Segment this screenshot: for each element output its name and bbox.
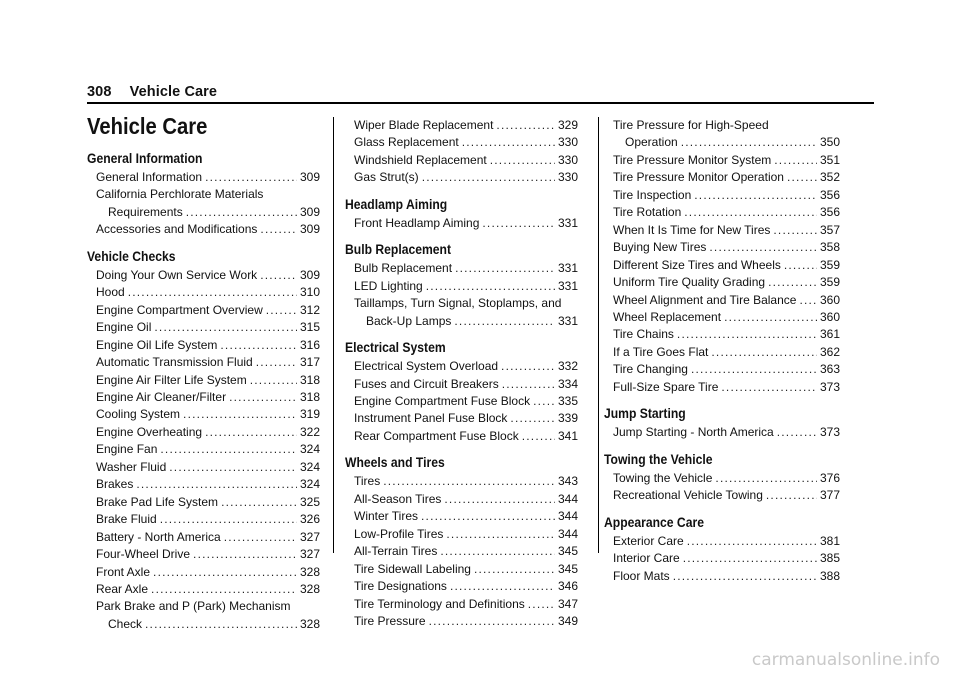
- dot-leader: [224, 529, 297, 546]
- dot-leader: [221, 494, 297, 511]
- toc-entry-title: Engine Air Cleaner/Filter: [96, 389, 227, 404]
- toc-entry[interactable]: [87, 267, 320, 284]
- dot-leader: [462, 134, 555, 151]
- toc-page-number: 344: [557, 491, 578, 506]
- dot-leader: [528, 596, 555, 613]
- toc-page-number: 388: [819, 568, 840, 583]
- dot-leader: [490, 152, 555, 169]
- toc-entry[interactable]: [87, 476, 320, 493]
- toc-page-number: 319: [299, 407, 320, 422]
- toc-entry-title: Tire Sidewall Labeling: [354, 561, 471, 576]
- toc-entry[interactable]: [345, 410, 578, 427]
- dot-leader: [421, 508, 555, 525]
- toc-page-number: 344: [557, 526, 578, 541]
- toc-page-number: 363: [819, 362, 840, 377]
- toc-page-number: 373: [819, 425, 840, 440]
- toc-entry[interactable]: [87, 546, 320, 563]
- toc-page-number: 318: [299, 389, 320, 404]
- dot-leader: [145, 616, 297, 633]
- toc-page-number: 349: [557, 613, 578, 628]
- toc-page-number: 331: [557, 215, 578, 230]
- toc-page-number: 377: [819, 488, 840, 503]
- toc-page-number: 356: [819, 187, 840, 202]
- toc-entry[interactable]: [604, 361, 840, 378]
- toc-entry[interactable]: [604, 379, 840, 396]
- toc-entry[interactable]: [87, 169, 320, 186]
- dot-leader: [474, 561, 555, 578]
- toc-entry[interactable]: [345, 358, 578, 375]
- toc-page-number: 324: [299, 477, 320, 492]
- toc-entry[interactable]: [87, 302, 320, 319]
- toc-entry-title: Gas Strut(s): [354, 170, 419, 185]
- toc-entry-title-cont: Check: [108, 616, 143, 631]
- section-heading: Jump Starting: [604, 406, 686, 422]
- toc-page-number: 309: [299, 170, 320, 184]
- section-heading: Bulb Replacement: [345, 242, 452, 258]
- toc-page-number: 343: [557, 474, 578, 489]
- toc-entry[interactable]: [345, 278, 578, 295]
- toc-page-number: 329: [557, 118, 578, 132]
- dot-leader: [450, 578, 555, 595]
- toc-entry-title: Engine Air Filter Life System: [96, 372, 247, 387]
- toc-entry-title: Jump Starting - North America: [613, 425, 774, 440]
- dot-leader: [266, 302, 297, 319]
- dot-leader: [205, 424, 297, 441]
- toc-entry[interactable]: [604, 204, 840, 221]
- toc-entry-title: Hood: [96, 285, 125, 300]
- toc-entry-line: [96, 204, 320, 221]
- toc-entry[interactable]: [604, 169, 840, 186]
- dot-leader: [440, 543, 555, 560]
- toc-page-number: 326: [299, 512, 320, 527]
- toc-page-number: 332: [557, 359, 578, 374]
- toc-entry-title: Engine Oil: [96, 320, 152, 335]
- toc-page-number: 345: [557, 561, 578, 576]
- toc-entry-title: Tire Pressure: [354, 613, 426, 628]
- toc-page-number: 334: [557, 376, 578, 391]
- toc-entry-title: Towing the Vehicle: [613, 470, 713, 485]
- toc-page-number: 385: [819, 551, 840, 566]
- toc-entry[interactable]: [604, 257, 840, 274]
- toc-entry-title: Tire Chains: [613, 327, 674, 342]
- toc-entry-title: Engine Oil Life System: [96, 337, 218, 352]
- toc-page-number: 324: [299, 442, 320, 457]
- dot-leader: [777, 424, 817, 441]
- toc-entry-title: Low-Profile Tires: [354, 526, 444, 541]
- toc-entry-title: Engine Compartment Fuse Block: [354, 393, 531, 408]
- toc-entry[interactable]: [345, 215, 578, 232]
- toc-page-number: 331: [557, 278, 578, 293]
- toc-entry-title: Glass Replacement: [354, 135, 459, 150]
- column-divider: [333, 117, 334, 553]
- toc-entry[interactable]: [604, 274, 840, 291]
- toc-page-number: 361: [819, 327, 840, 342]
- toc-entry-title: Tire Pressure Monitor Operation: [613, 170, 784, 185]
- toc-page-number: 322: [299, 424, 320, 439]
- toc-entry-title: Tires: [354, 474, 381, 489]
- toc-entry-title: Tire Terminology and Definitions: [354, 596, 525, 611]
- toc-entry-title: Windshield Replacement: [354, 152, 487, 167]
- toc-entry[interactable]: [604, 568, 840, 585]
- toc-entry[interactable]: [604, 344, 840, 361]
- toc-entry-title: General Information: [96, 170, 203, 184]
- toc-page-number: 381: [819, 533, 840, 548]
- toc-page-number: 362: [819, 344, 840, 359]
- toc-entry-title: Recreational Vehicle Towing: [613, 488, 763, 503]
- toc-page-number: 356: [819, 205, 840, 220]
- dot-leader: [446, 526, 555, 543]
- toc-entry[interactable]: [604, 326, 840, 343]
- toc-entry-title: All-Terrain Tires: [354, 544, 438, 559]
- toc-entry[interactable]: [87, 511, 320, 528]
- dot-leader: [160, 511, 297, 528]
- toc-entry-title: All-Season Tires: [354, 491, 442, 506]
- toc-entry[interactable]: [345, 134, 578, 151]
- chapter-title: Vehicle Care: [87, 113, 208, 139]
- toc-entry[interactable]: [345, 561, 578, 578]
- toc-entry[interactable]: [345, 578, 578, 595]
- toc-entry[interactable]: [345, 473, 578, 490]
- toc-entry-title: Tire Rotation: [613, 205, 682, 220]
- dot-leader: [169, 459, 297, 476]
- toc-column-1: [87, 112, 320, 633]
- toc-entry[interactable]: [87, 284, 320, 301]
- toc-entry-title: Rear Axle: [96, 581, 149, 596]
- toc-entry[interactable]: [87, 406, 320, 423]
- toc-page-number: 310: [299, 285, 320, 300]
- dot-leader: [496, 117, 555, 134]
- toc-entry[interactable]: [345, 376, 578, 393]
- toc-entry-title-cont: Operation: [625, 135, 678, 150]
- running-title: Vehicle Care: [129, 84, 218, 100]
- toc-entry-title: Automatic Transmission Fluid: [96, 355, 253, 370]
- toc-entry[interactable]: [87, 372, 320, 389]
- dot-leader: [128, 284, 297, 301]
- toc-entry-title: Interior Care: [613, 551, 680, 566]
- toc-entry[interactable]: [345, 596, 578, 613]
- dot-leader: [153, 564, 297, 581]
- toc-entry-title: Wheel Alignment and Tire Balance: [613, 292, 797, 307]
- dot-leader: [193, 546, 297, 563]
- dot-leader: [455, 260, 555, 277]
- toc-entry[interactable]: [345, 543, 578, 560]
- toc-page-number: 312: [299, 302, 320, 317]
- section-heading: Vehicle Checks: [87, 248, 176, 264]
- toc-page-number: 324: [299, 459, 320, 474]
- page-number: 308: [87, 84, 112, 100]
- dot-leader: [709, 239, 817, 256]
- toc-entry-line: [96, 616, 320, 633]
- toc-page-number: 373: [819, 379, 840, 394]
- toc-entry[interactable]: [87, 564, 320, 581]
- toc-page-number: 359: [819, 275, 840, 290]
- toc-entry-title: Exterior Care: [613, 533, 684, 548]
- dot-leader: [383, 473, 555, 490]
- dot-leader: [154, 319, 297, 336]
- toc-page-number: 357: [819, 222, 840, 237]
- toc-entry-title: Four-Wheel Drive: [96, 547, 191, 562]
- toc-entry-title: Buying New Tires: [613, 240, 707, 255]
- toc-entry[interactable]: [604, 424, 840, 441]
- dot-leader: [773, 222, 817, 239]
- dot-leader: [220, 337, 297, 354]
- toc-entry[interactable]: [604, 292, 840, 309]
- dot-leader: [522, 428, 555, 445]
- section-heading: Headlamp Aiming: [345, 196, 448, 212]
- toc-entry-title: Front Headlamp Aiming: [354, 215, 480, 230]
- toc-entry[interactable]: [345, 428, 578, 445]
- toc-entry-title: Engine Fan: [96, 442, 158, 457]
- toc-page-number: 344: [557, 509, 578, 524]
- toc-entry-title: Accessories and Modifications: [96, 222, 258, 237]
- toc-entry[interactable]: [87, 441, 320, 458]
- toc-entry-title: Different Size Tires and Wheels: [613, 257, 781, 272]
- toc-entry-title: Brakes: [96, 477, 134, 492]
- toc-page-number: 330: [557, 152, 578, 167]
- toc-page-number: 351: [819, 152, 840, 167]
- toc-entry[interactable]: [87, 598, 320, 633]
- toc-entry-title: Tire Changing: [613, 362, 688, 377]
- toc-entry[interactable]: [87, 337, 320, 354]
- toc-page-number: 315: [299, 320, 320, 335]
- toc-entry-title-cont: Requirements: [108, 204, 183, 219]
- toc-entry-line: [613, 134, 840, 151]
- dot-leader: [677, 326, 817, 343]
- toc-entry[interactable]: [87, 494, 320, 511]
- toc-page-number: 327: [299, 547, 320, 562]
- toc-entry[interactable]: [87, 459, 320, 476]
- dot-leader: [482, 215, 555, 232]
- toc-entry-title: Taillamps, Turn Signal, Stoplamps, and: [354, 296, 562, 311]
- toc-entry[interactable]: [87, 354, 320, 371]
- section-heading: General Information: [87, 151, 203, 166]
- toc-entry-title: When It Is Time for New Tires: [613, 222, 771, 237]
- toc-entry-title: Front Axle: [96, 564, 151, 579]
- toc-page-number: 330: [557, 135, 578, 150]
- dot-leader: [256, 354, 297, 371]
- toc-entry-title: Doing Your Own Service Work: [96, 267, 258, 282]
- toc-page-number: 331: [557, 261, 578, 276]
- dot-leader: [510, 410, 555, 427]
- dot-leader: [691, 361, 817, 378]
- dot-leader: [250, 372, 297, 389]
- toc-entry-title: Tire Pressure Monitor System: [613, 152, 772, 167]
- toc-page-number: 327: [299, 529, 320, 544]
- toc-page-number: 328: [299, 564, 320, 579]
- dot-leader: [444, 491, 555, 508]
- toc-entry-title: Bulb Replacement: [354, 261, 453, 276]
- section-heading: Electrical System: [345, 340, 446, 356]
- toc-page-number: 347: [557, 596, 578, 611]
- toc-page-number: 309: [299, 204, 320, 219]
- toc-entry-title: Wheel Replacement: [613, 309, 722, 324]
- toc-entry[interactable]: [604, 550, 840, 567]
- toc-entry[interactable]: [604, 222, 840, 239]
- toc-entry-title: Electrical System Overload: [354, 359, 499, 374]
- toc-page-number: 316: [299, 337, 320, 352]
- dot-leader: [673, 568, 817, 585]
- toc-page-number: 358: [819, 240, 840, 255]
- dot-leader: [136, 476, 297, 493]
- toc-entry[interactable]: [87, 424, 320, 441]
- section-heading: Wheels and Tires: [345, 455, 445, 471]
- toc-page-number: 331: [557, 313, 578, 328]
- toc-entry[interactable]: [604, 239, 840, 256]
- toc-column-3: [604, 117, 840, 585]
- toc-entry-title: Wiper Blade Replacement: [354, 118, 494, 132]
- dot-leader: [683, 550, 817, 567]
- toc-entry[interactable]: [87, 221, 320, 238]
- toc-entry[interactable]: [345, 117, 578, 134]
- toc-entry[interactable]: [87, 389, 320, 406]
- toc-entry[interactable]: [345, 152, 578, 169]
- toc-entry[interactable]: [87, 581, 320, 598]
- toc-entry[interactable]: [604, 309, 840, 326]
- toc-page-number: 325: [299, 494, 320, 509]
- dot-leader: [721, 379, 817, 396]
- toc-entry[interactable]: [345, 491, 578, 508]
- toc-entry-title-cont: Back-Up Lamps: [366, 313, 452, 328]
- toc-entry[interactable]: [345, 526, 578, 543]
- toc-page-number: 346: [557, 579, 578, 594]
- dot-leader: [205, 169, 297, 186]
- toc-entry-title: Fuses and Circuit Breakers: [354, 376, 499, 391]
- toc-entry-title: If a Tire Goes Flat: [613, 344, 709, 359]
- toc-entry[interactable]: [604, 487, 840, 504]
- dot-leader: [183, 406, 297, 423]
- toc-entry[interactable]: [345, 393, 578, 410]
- dot-leader: [687, 533, 817, 550]
- toc-entry[interactable]: [87, 529, 320, 546]
- toc-entry-title: Uniform Tire Quality Grading: [613, 275, 766, 290]
- toc-page-number: 318: [299, 372, 320, 387]
- dot-leader: [186, 204, 297, 221]
- toc-entry-title: Engine Compartment Overview: [96, 302, 263, 317]
- header-rule: [87, 102, 874, 104]
- dot-leader: [774, 152, 817, 169]
- toc-page-number: 341: [557, 428, 578, 443]
- dot-leader: [260, 221, 297, 238]
- toc-entry-title: Engine Overheating: [96, 424, 203, 439]
- toc-entry-title: Washer Fluid: [96, 459, 167, 474]
- dot-leader: [694, 187, 817, 204]
- toc-entry-title: Tire Inspection: [613, 187, 692, 202]
- dot-leader: [160, 441, 297, 458]
- dot-leader: [715, 470, 817, 487]
- toc-entry-title: Floor Mats: [613, 568, 670, 583]
- toc-entry[interactable]: [604, 533, 840, 550]
- toc-entry-title: Tire Pressure for High-Speed: [613, 118, 769, 132]
- toc-entry[interactable]: [345, 169, 578, 186]
- toc-entry[interactable]: [604, 152, 840, 169]
- section-heading: Appearance Care: [604, 514, 704, 530]
- toc-entry[interactable]: [345, 508, 578, 525]
- toc-page-number: 309: [299, 222, 320, 237]
- toc-entry-title: Brake Fluid: [96, 512, 157, 527]
- dot-leader: [681, 134, 817, 151]
- dot-leader: [502, 376, 555, 393]
- toc-entry[interactable]: [604, 187, 840, 204]
- toc-page-number: 345: [557, 544, 578, 559]
- dot-leader: [766, 487, 817, 504]
- toc-column-2: [345, 117, 578, 630]
- toc-entry-title: Tire Designations: [354, 579, 447, 594]
- toc-entry-title: Full-Size Spare Tire: [613, 379, 719, 394]
- toc-page-number: 360: [819, 309, 840, 324]
- toc-page-number: 359: [819, 257, 840, 272]
- toc-page-number: 376: [819, 470, 840, 485]
- dot-leader: [684, 204, 817, 221]
- toc-entry[interactable]: [345, 295, 578, 330]
- toc-entry-title: Rear Compartment Fuse Block: [354, 428, 519, 443]
- toc-page-number: 317: [299, 355, 320, 370]
- dot-leader: [768, 274, 817, 291]
- toc-page-number: 350: [819, 135, 840, 150]
- toc-entry[interactable]: [604, 117, 840, 152]
- toc-page-number: 339: [557, 411, 578, 426]
- section-heading: Towing the Vehicle: [604, 451, 713, 467]
- running-header: [87, 84, 217, 100]
- dot-leader: [711, 344, 817, 361]
- dot-leader: [787, 169, 817, 186]
- toc-page-number: 328: [299, 616, 320, 631]
- dot-leader: [724, 309, 817, 326]
- toc-page-number: 335: [557, 393, 578, 408]
- watermark: carmanualsonline.info: [751, 650, 940, 670]
- dot-leader: [422, 169, 555, 186]
- dot-leader: [454, 313, 555, 330]
- toc-entry-title: Cooling System: [96, 407, 181, 422]
- dot-leader: [533, 393, 555, 410]
- toc-entry[interactable]: [345, 260, 578, 277]
- dot-leader: [784, 257, 817, 274]
- toc-entry-line: [354, 313, 578, 330]
- toc-entry[interactable]: [87, 319, 320, 336]
- dot-leader: [799, 292, 817, 309]
- toc-entry-title: LED Lighting: [354, 278, 423, 293]
- dot-leader: [229, 389, 297, 406]
- toc-entry-title: Battery - North America: [96, 529, 221, 544]
- toc-entry-title: Winter Tires: [354, 509, 419, 524]
- toc-entry-title: Park Brake and P (Park) Mechanism: [96, 599, 291, 614]
- column-divider: [598, 117, 599, 553]
- dot-leader: [151, 581, 297, 598]
- toc-entry[interactable]: [604, 470, 840, 487]
- toc-page-number: 360: [819, 292, 840, 307]
- toc-entry[interactable]: [345, 613, 578, 630]
- toc-page-number: 309: [299, 267, 320, 282]
- toc-entry-title: California Perchlorate Materials: [96, 187, 264, 202]
- dot-leader: [429, 613, 555, 630]
- dot-leader: [260, 267, 297, 284]
- dot-leader: [426, 278, 555, 295]
- toc-page-number: 352: [819, 170, 840, 185]
- toc-entry-title: Brake Pad Life System: [96, 494, 219, 509]
- toc-page-number: 328: [299, 581, 320, 596]
- toc-page-number: 330: [557, 170, 578, 185]
- toc-entry[interactable]: [87, 186, 320, 221]
- toc-entry-title: Instrument Panel Fuse Block: [354, 411, 508, 426]
- dot-leader: [501, 358, 555, 375]
